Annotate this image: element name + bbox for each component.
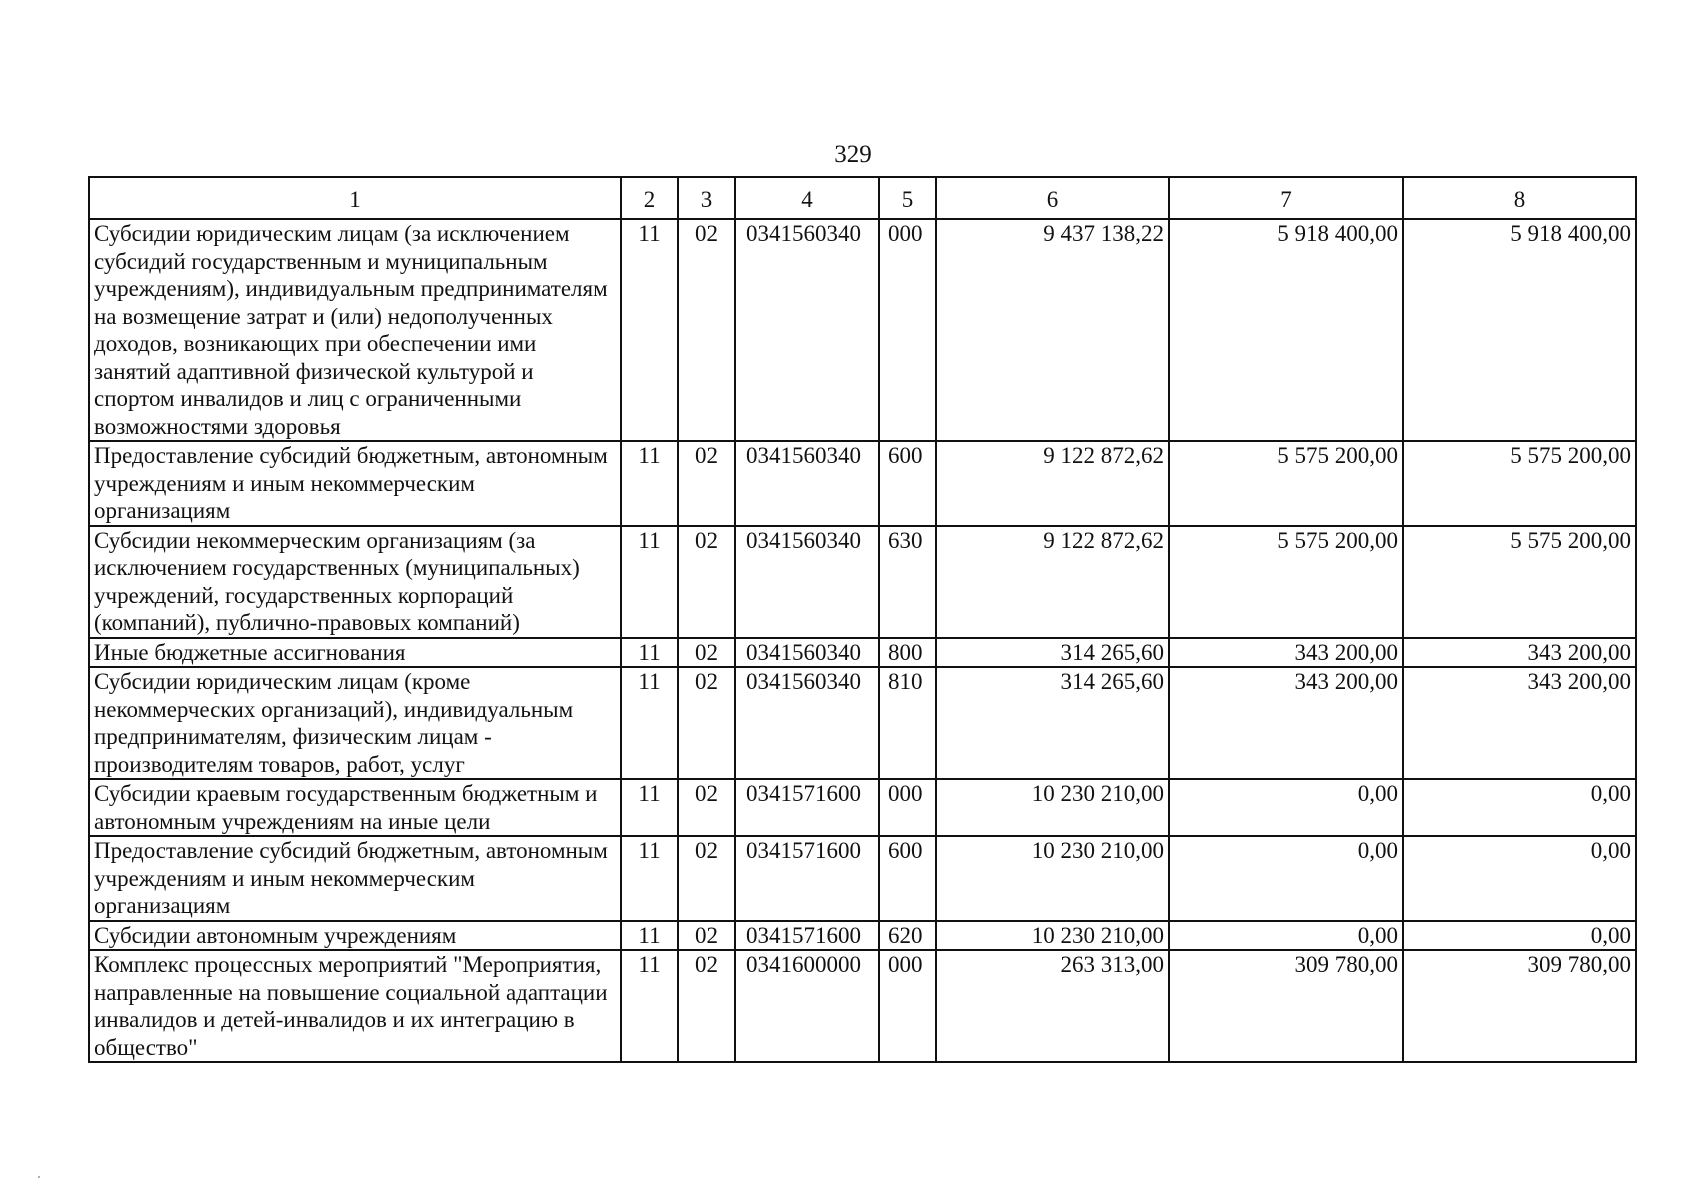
row-subsection-cell: 02: [678, 779, 735, 836]
row-subsection-cell: 02: [678, 441, 735, 526]
header-col-7: 7: [1169, 177, 1403, 219]
row-name-cell: Субсидии юридическим лицам (кроме некоммерческих организаций), индивидуальным предпринимателям, физическим лицам - производителям товаров, работ, услуг: [89, 667, 621, 779]
row-amount-col6-cell: 10 230 210,00: [936, 779, 1169, 836]
row-amount-col7-cell: 5 575 200,00: [1169, 441, 1403, 526]
row-section-cell: 11: [621, 779, 678, 836]
row-target-article-cell: 0341571600: [735, 779, 879, 836]
row-section-cell: 11: [621, 921, 678, 951]
row-expense-type-cell: 800: [879, 638, 936, 668]
row-name-cell: Иные бюджетные ассигнования: [89, 638, 621, 668]
row-target-article-cell: 0341560340: [735, 638, 879, 668]
row-expense-type-cell: 000: [879, 219, 936, 441]
row-expense-type-cell: 810: [879, 667, 936, 779]
row-section-cell: 11: [621, 441, 678, 526]
row-amount-col7-cell: 343 200,00: [1169, 667, 1403, 779]
table-row: [89, 638, 1636, 668]
row-target-article-cell: 0341560340: [735, 526, 879, 638]
row-section-cell: 11: [621, 950, 678, 1062]
row-subsection-cell: 02: [678, 526, 735, 638]
header-col-4: 4: [735, 177, 879, 219]
table-header: [89, 177, 1636, 219]
header-col-5: 5: [879, 177, 936, 219]
row-amount-col6-cell: 10 230 210,00: [936, 836, 1169, 921]
row-subsection-cell: 02: [678, 667, 735, 779]
row-amount-col8-cell: 0,00: [1403, 836, 1636, 921]
row-amount-col6-cell: 263 313,00: [936, 950, 1169, 1062]
row-amount-col6-cell: 314 265,60: [936, 667, 1169, 779]
row-amount-col7-cell: 0,00: [1169, 921, 1403, 951]
header-col-1: 1: [89, 177, 621, 219]
row-expense-type-cell: 620: [879, 921, 936, 951]
row-amount-col7-cell: 0,00: [1169, 836, 1403, 921]
row-name-cell: Комплекс процессных мероприятий "Мероприятия, направленные на повышение социальной адаптации инвалидов и детей-инвалидов и их интеграцию в общество": [89, 950, 621, 1062]
row-target-article-cell: 0341571600: [735, 921, 879, 951]
row-amount-col6-cell: 9 122 872,62: [936, 441, 1169, 526]
table-row: [89, 921, 1636, 951]
row-expense-type-cell: 000: [879, 950, 936, 1062]
row-target-article-cell: 0341560340: [735, 441, 879, 526]
row-amount-col8-cell: 0,00: [1403, 779, 1636, 836]
table-row: [89, 219, 1636, 441]
table-row: [89, 836, 1636, 921]
row-amount-col6-cell: 9 437 138,22: [936, 219, 1169, 441]
row-subsection-cell: 02: [678, 950, 735, 1062]
row-amount-col7-cell: 309 780,00: [1169, 950, 1403, 1062]
table-row: [89, 526, 1636, 638]
row-amount-col8-cell: 5 575 200,00: [1403, 441, 1636, 526]
scan-speck: [38, 1176, 40, 1178]
row-amount-col8-cell: 343 200,00: [1403, 638, 1636, 668]
row-expense-type-cell: 600: [879, 836, 936, 921]
table-row: [89, 441, 1636, 526]
row-subsection-cell: 02: [678, 638, 735, 668]
row-amount-col7-cell: 5 575 200,00: [1169, 526, 1403, 638]
row-expense-type-cell: 000: [879, 779, 936, 836]
row-section-cell: 11: [621, 526, 678, 638]
row-expense-type-cell: 600: [879, 441, 936, 526]
row-name-cell: Субсидии краевым государственным бюджетным и автономным учреждениям на иные цели: [89, 779, 621, 836]
row-amount-col7-cell: 0,00: [1169, 779, 1403, 836]
row-amount-col7-cell: 5 918 400,00: [1169, 219, 1403, 441]
row-subsection-cell: 02: [678, 836, 735, 921]
header-row: [89, 177, 1636, 219]
row-amount-col8-cell: 343 200,00: [1403, 667, 1636, 779]
row-name-cell: Субсидии юридическим лицам (за исключением субсидий государственным и муниципальным учреждениям), индивидуальным предпринимателям на возмещение затрат и (или) недополученных доходов, возникающих при обеспечении ими занятий адаптивной физической культурой и спортом инвалидов и лиц с ограниченными возможностями здоровья: [89, 219, 621, 441]
row-section-cell: 11: [621, 219, 678, 441]
row-target-article-cell: 0341560340: [735, 667, 879, 779]
table-body: [89, 219, 1636, 1062]
row-section-cell: 11: [621, 836, 678, 921]
row-target-article-cell: 0341571600: [735, 836, 879, 921]
row-name-cell: Субсидии автономным учреждениям: [89, 921, 621, 951]
header-col-2: 2: [621, 177, 678, 219]
page-number: 329: [834, 141, 872, 168]
row-name-cell: Субсидии некоммерческим организациям (за исключением государственных (муниципальных) учреждений, государственных корпораций (компаний), публично-правовых компаний): [89, 526, 621, 638]
row-section-cell: 11: [621, 667, 678, 779]
row-target-article-cell: 0341600000: [735, 950, 879, 1062]
header-col-8: 8: [1403, 177, 1636, 219]
table-row: [89, 667, 1636, 779]
row-amount-col6-cell: 10 230 210,00: [936, 921, 1169, 951]
row-amount-col6-cell: 314 265,60: [936, 638, 1169, 668]
row-expense-type-cell: 630: [879, 526, 936, 638]
row-target-article-cell: 0341560340: [735, 219, 879, 441]
row-amount-col8-cell: 309 780,00: [1403, 950, 1636, 1062]
row-section-cell: 11: [621, 638, 678, 668]
row-subsection-cell: 02: [678, 219, 735, 441]
row-amount-col6-cell: 9 122 872,62: [936, 526, 1169, 638]
table-row: [89, 779, 1636, 836]
row-amount-col7-cell: 343 200,00: [1169, 638, 1403, 668]
row-amount-col8-cell: 5 918 400,00: [1403, 219, 1636, 441]
budget-table: [88, 176, 1637, 1063]
header-col-6: 6: [936, 177, 1169, 219]
row-name-cell: Предоставление субсидий бюджетным, автономным учреждениям и иным некоммерческим организациям: [89, 836, 621, 921]
table-row: [89, 950, 1636, 1062]
row-subsection-cell: 02: [678, 921, 735, 951]
row-name-cell: Предоставление субсидий бюджетным, автономным учреждениям и иным некоммерческим организациям: [89, 441, 621, 526]
header-col-3: 3: [678, 177, 735, 219]
row-amount-col8-cell: 5 575 200,00: [1403, 526, 1636, 638]
row-amount-col8-cell: 0,00: [1403, 921, 1636, 951]
